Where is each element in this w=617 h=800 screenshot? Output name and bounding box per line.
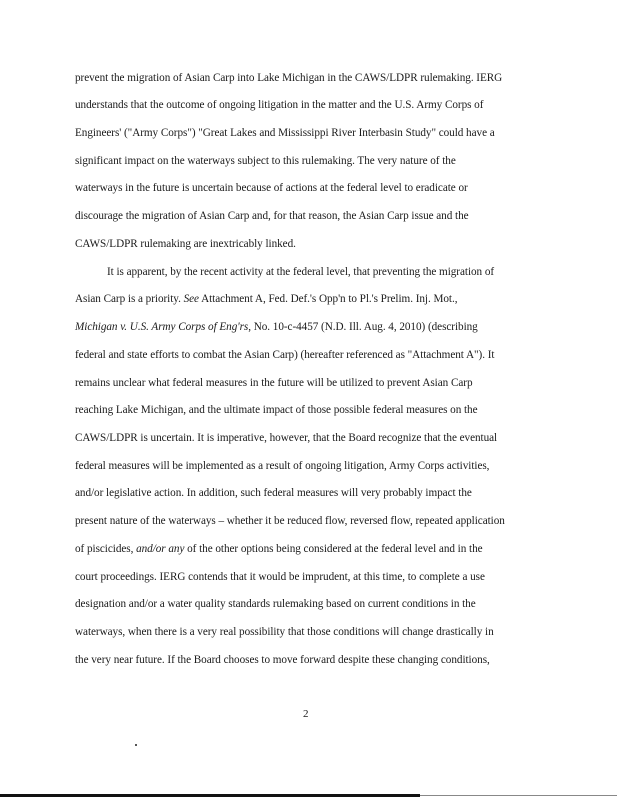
text-line <box>75 320 478 334</box>
text-line: court proceedings. IERG contends that it would be imprudent, at this time, to complete a use <box>75 571 485 583</box>
text-span: , No. 10-c-4457 (N.D. Ill. Aug. 4, 2010) (describing <box>248 321 478 333</box>
text-line: discourage the migration of Asian Carp and, for that reason, the Asian Carp issue and the <box>75 210 469 222</box>
text-line: significant impact on the waterways subject to this rulemaking. The very nature of the <box>75 155 456 167</box>
text-line: and/or legislative action. In addition, such federal measures will very probably impact the <box>75 487 472 499</box>
case-name: Michigan v. U.S. Army Corps of Eng'rs <box>75 321 249 333</box>
emphasis-text: and/or any <box>136 543 185 555</box>
text-line: reaching Lake Michigan, and the ultimate impact of those possible federal measures on the <box>75 404 478 416</box>
text-line: It is apparent, by the recent activity at the federal level, that preventing the migration of <box>107 266 495 278</box>
text-line: waterways, when there is a very real possibility that those conditions will change drastically in <box>75 626 494 638</box>
scan-speck <box>135 744 137 746</box>
text-span: Asian Carp is a priority. <box>75 293 184 305</box>
text-line: CAWS/LDPR is uncertain. It is imperative, however, that the Board recognize that the eventual <box>75 432 498 444</box>
text-line: designation and/or a water quality standards rulemaking based on current conditions in the <box>75 598 476 610</box>
text-line: prevent the migration of Asian Carp into Lake Michigan in the CAWS/LDPR rulemaking. IERG <box>75 72 503 84</box>
text-span: of the other options being considered at the federal level and in the <box>184 543 483 555</box>
text-line: federal and state efforts to combat the Asian Carp) (hereafter referenced as "Attachment A"). It <box>75 349 495 361</box>
text-line: present nature of the waterways – whether it be reduced flow, reversed flow, repeated application <box>75 515 505 527</box>
text-line: understands that the outcome of ongoing litigation in the matter and the U.S. Army Corps of <box>75 99 484 111</box>
citation-signal: See <box>183 293 199 305</box>
text-line: remains unclear what federal measures in the future will be utilized to prevent Asian Carp <box>75 377 473 389</box>
text-line <box>75 292 457 306</box>
text-line: the very near future. If the Board chooses to move forward despite these changing conditions, <box>75 654 490 666</box>
text-span: of piscicides, <box>75 543 137 555</box>
page-number: 2 <box>303 708 309 720</box>
text-line: Engineers' ("Army Corps") "Great Lakes and Mississippi River Interbasin Study" could have a <box>75 127 495 139</box>
text-span: Attachment A, Fed. Def.'s Opp'n to Pl.'s Prelim. Inj. Mot., <box>198 293 458 305</box>
text-line <box>75 542 483 556</box>
scan-edge-rule <box>0 794 420 797</box>
scan-edge-rule-thin <box>420 795 617 796</box>
text-line: federal measures will be implemented as a result of ongoing litigation, Army Corps activities, <box>75 460 490 472</box>
text-line: waterways in the future is uncertain because of actions at the federal level to eradicate or <box>75 182 468 194</box>
text-line: CAWS/LDPR rulemaking are inextricably linked. <box>75 238 296 250</box>
